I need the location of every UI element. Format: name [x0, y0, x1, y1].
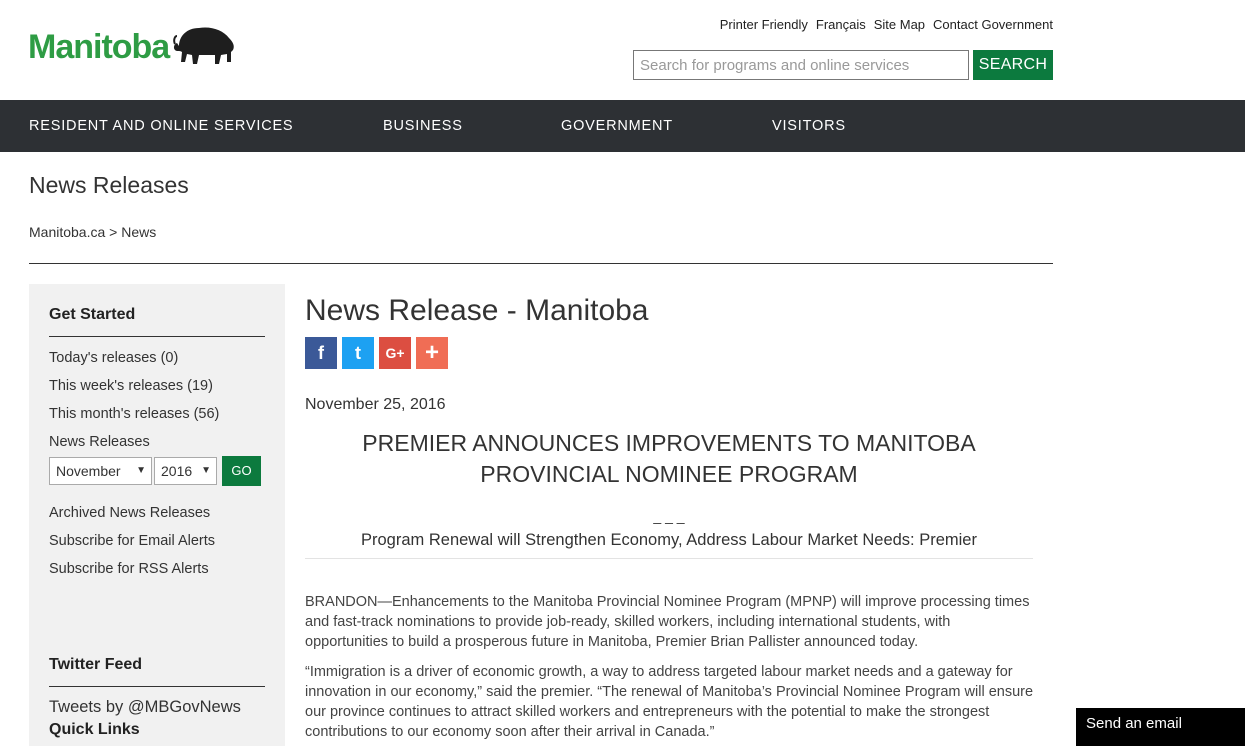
year-value: 2016	[161, 463, 193, 479]
francais-link[interactable]: Français	[815, 17, 866, 32]
printer-friendly-link[interactable]: Printer Friendly	[719, 17, 808, 32]
tweets-by-link[interactable]: Tweets by @MBGovNews	[49, 698, 241, 716]
contact-government-link[interactable]: Contact Government	[933, 17, 1053, 32]
sidebar-item-news-releases: News Releases	[49, 434, 150, 450]
headline	[305, 428, 1033, 490]
manitoba-logo[interactable]	[28, 24, 239, 64]
add-share-icon[interactable]: +	[416, 337, 448, 369]
get-started-heading: Get Started	[49, 306, 136, 323]
separator-dashes: _ _ _	[653, 508, 685, 524]
twitter-feed-heading: Twitter Feed	[49, 656, 143, 673]
search-button[interactable]: SEARCH	[973, 50, 1053, 80]
subheadline-divider	[305, 558, 1033, 559]
sidebar-divider	[49, 336, 265, 337]
page-title: News Releases	[29, 172, 189, 198]
nav-item-government[interactable]: GOVERNMENT	[561, 118, 673, 134]
article-paragraph: “Immigration is a driver of economic growth, a way to address targeted labour market needs and a gateway for innovation in our economy,” said the premier. “The renewal of Manitoba’s Provincial Nominee Program will ensure our province continues to attract skilled workers and entrepreneurs with the potential to make the strongest contributions to our economy soon after their arrival in Canada.”	[305, 664, 1034, 740]
subheadline: Program Renewal will Strengthen Economy, Address Labour Market Needs: Premier	[361, 531, 977, 549]
month-value: November	[56, 463, 121, 479]
breadcrumb[interactable]: Manitoba.ca > News	[29, 224, 157, 240]
article-paragraph: BRANDON—Enhancements to the Manitoba Provincial Nominee Program (MPNP) will improve processing times and fast-track nominations to provide job-ready, skilled workers, including international students, with opportunities to build a prosperous future in Manitoba, Premier Brian Pallister announced today.	[305, 594, 1030, 650]
sidebar-item-today[interactable]: Today's releases (0)	[49, 350, 179, 366]
sidebar-item-week[interactable]: This week's releases (19)	[49, 378, 213, 394]
year-select[interactable]	[154, 457, 217, 485]
sidebar-item-month[interactable]: This month's releases (56)	[49, 406, 220, 422]
month-select[interactable]	[49, 457, 152, 485]
share-buttons	[305, 337, 448, 369]
bison-icon	[171, 24, 239, 66]
sidebar-item-rss-alerts[interactable]: Subscribe for RSS Alerts	[49, 561, 209, 577]
article-title: News Release - Manitoba	[305, 294, 649, 327]
headline-line-2: PROVINCIAL NOMINEE PROGRAM	[480, 461, 858, 487]
divider	[29, 263, 1053, 264]
sidebar-divider	[49, 686, 265, 687]
headline-line-1: PREMIER ANNOUNCES IMPROVEMENTS TO MANITOBA	[362, 430, 976, 456]
sidebar-item-email-alerts[interactable]: Subscribe for Email Alerts	[49, 533, 216, 549]
google-plus-icon[interactable]: G+	[379, 337, 411, 369]
main-nav	[0, 100, 1245, 152]
logo-text: Manitoba	[28, 28, 170, 66]
quick-links-heading: Quick Links	[49, 721, 140, 738]
search-input[interactable]	[633, 50, 969, 80]
site-map-link[interactable]: Site Map	[873, 17, 926, 32]
utility-links	[720, 17, 1053, 32]
facebook-icon[interactable]: f	[305, 337, 337, 369]
twitter-icon[interactable]: t	[342, 337, 374, 369]
sidebar	[29, 284, 285, 746]
nav-item-visitors[interactable]: VISITORS	[772, 118, 846, 134]
release-date: November 25, 2016	[305, 396, 446, 413]
search-form	[633, 50, 1053, 80]
chevron-down-icon: ▼	[201, 465, 211, 476]
nav-item-resident-services[interactable]: RESIDENT AND ONLINE SERVICES	[29, 118, 294, 134]
send-email-button[interactable]: Send an email	[1076, 708, 1245, 746]
sidebar-item-archived[interactable]: Archived News Releases	[49, 505, 211, 521]
nav-item-business[interactable]: BUSINESS	[383, 118, 463, 134]
go-button[interactable]: GO	[222, 456, 261, 486]
chevron-down-icon: ▼	[136, 465, 146, 476]
